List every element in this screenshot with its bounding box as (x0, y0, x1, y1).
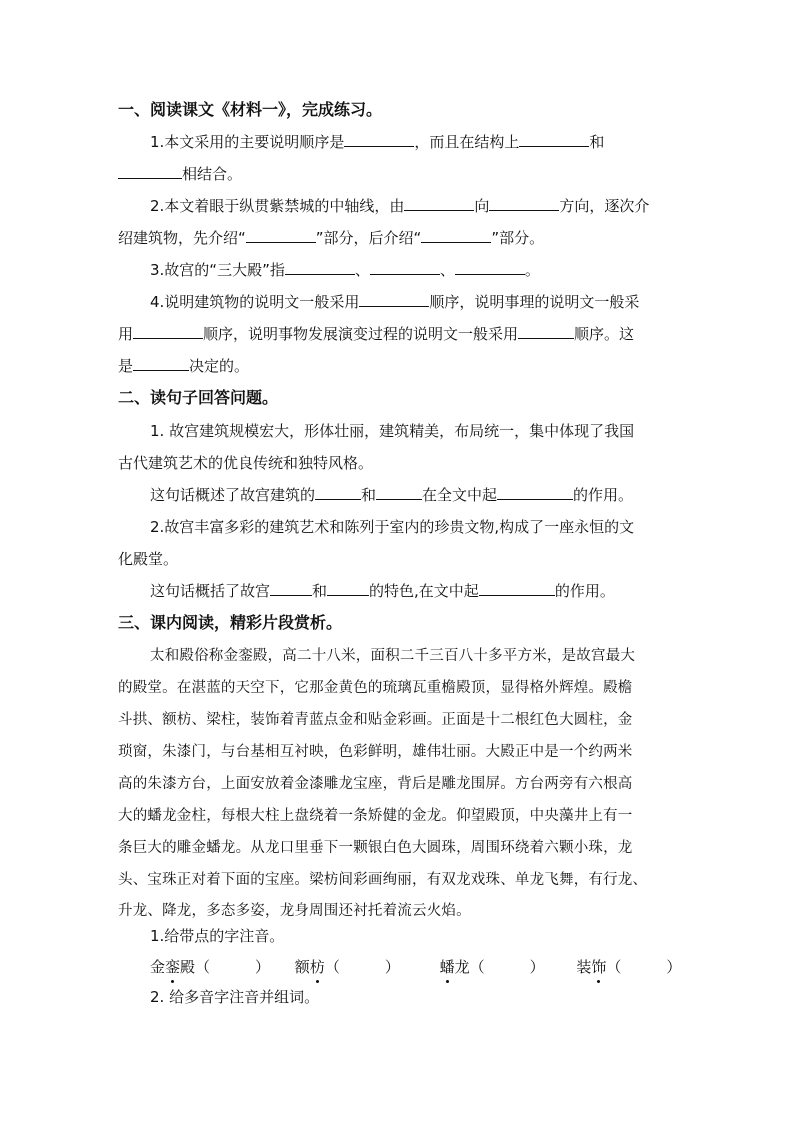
s2-q2-blank-3[interactable] (479, 580, 555, 596)
pinyin-item-1 (150, 956, 290, 978)
dotted-char-4: 饰 (591, 958, 607, 976)
s2-q2-text-a: 这句话概括了故宫 (150, 582, 271, 600)
s1-q2-text-b: 向 (474, 197, 490, 215)
passage-line-6: 大的蟠龙金柱，每根大柱上盘绕着一条矫健的金龙。仰望殿顶，中央藻井上有一 (118, 808, 633, 824)
s1-q4-text-g: 决定的。 (189, 357, 250, 375)
s1-q4-blank-1[interactable] (359, 291, 429, 307)
s1-q1-line1 (150, 131, 688, 153)
s2-q1-blank-1[interactable] (315, 484, 361, 500)
s1-q1-text-a: 1.本文采用的主要说明顺序是 (150, 133, 345, 151)
pinyin-answer-2[interactable]: （ ） (324, 958, 400, 976)
passage-line-7: 条巨大的雕金蟠龙。从龙口里垂下一颗银白色大圆珠，周围环绕着六颗小珠，龙 (118, 840, 633, 856)
passage-line-1: 太和殿俗称金銮殿，高二十八米，面积二千三百八十多平方米，是故宫最大 (150, 648, 636, 664)
s2-q1-text-d: 的作用。 (573, 486, 634, 504)
s1-q4-text-c: 用 (118, 325, 134, 343)
s1-q1-text-d: 相结合。 (182, 165, 243, 183)
pinyin-answer-4[interactable]: （ ） (606, 958, 682, 976)
s1-q1-blank-3[interactable] (118, 163, 182, 179)
s1-q2-line1 (150, 195, 688, 217)
s1-q4-blank-4[interactable] (133, 355, 189, 371)
s1-q1-text-b: ，而且在结构上 (414, 133, 520, 151)
s1-q4-blank-3[interactable] (518, 323, 574, 339)
s2-q2-answer-line (150, 580, 688, 602)
passage-line-9: 升龙、降龙，多态多姿，龙身周围还衬托着流云火焰。 (118, 903, 471, 919)
pinyin-item-4 (576, 956, 681, 978)
s1-q2-line2 (118, 227, 688, 249)
s1-q4-text-b: 顺序，说明事理的说明文一般采 (429, 293, 640, 311)
s1-q4-text-e: 顺序。这 (574, 325, 635, 343)
s2-q2-text-d: 的作用。 (554, 582, 615, 600)
s2-q1-text-b: 和 (361, 486, 377, 504)
s1-q1-blank-1[interactable] (344, 131, 414, 147)
s1-q2-blank-1[interactable] (404, 195, 474, 211)
section-1-title: 一、阅读课文《材料一》，完成练习。 (118, 100, 383, 119)
s2-q1-line2: 古代建筑艺术的优良传统和独特风格。 (118, 454, 374, 472)
s1-q2-blank-3[interactable] (246, 227, 316, 243)
dotted-char-2: 枋 (309, 958, 325, 976)
s1-q2-text-c: 方向，逐次介 (559, 197, 650, 215)
passage-line-3: 斗拱、额枋、梁柱，装饰着青蓝点金和贴金彩画。正面是十二根红色大圆柱，金 (118, 712, 633, 728)
s1-q4-text-f: 是 (118, 357, 134, 375)
s1-q3-text-d: 。 (524, 261, 540, 279)
s1-q4-line2 (118, 323, 688, 345)
pinyin-item-3-post: 龙 (454, 958, 470, 976)
passage-line-8: 头、宝珠正对着下面的宝座。梁枋间彩画绚丽，有双龙戏珠、单龙飞舞，有行龙、 (118, 872, 648, 888)
s1-q3-blank-3[interactable] (455, 259, 525, 275)
s3-q2-label: 2. 给多音字注音并组词。 (150, 988, 320, 1006)
s1-q1-line2 (118, 163, 688, 185)
pinyin-item-2 (295, 956, 435, 978)
dotted-char-1: 銮 (165, 958, 181, 976)
s2-q1-blank-3[interactable] (497, 484, 573, 500)
s2-q1-line1: 1. 故宫建筑规模宏大，形体壮丽，建筑精美，布局统一，集中体现了我国 (150, 422, 635, 440)
s2-q2-text-c: 的特色,在文中起 (369, 582, 479, 600)
s2-q2-blank-1[interactable] (270, 580, 312, 596)
s1-q4-line3 (118, 355, 688, 377)
s2-q2-blank-2[interactable] (327, 580, 369, 596)
s2-q1-text-a: 这句话概述了故宫建筑的 (150, 486, 316, 504)
s1-q3-blank-2[interactable] (370, 259, 440, 275)
s3-q1-pinyin-row (150, 956, 688, 978)
s1-q4-blank-2[interactable] (133, 323, 203, 339)
s2-q2-line2: 化殿堂。 (118, 550, 179, 568)
section-3-title: 三、课内阅读，精彩片段赏析。 (118, 613, 343, 632)
dotted-char-3: 蟠 (439, 958, 455, 976)
pinyin-answer-1[interactable]: （ ） (195, 958, 271, 976)
s1-q2-text-d: 绍建筑物，先介绍“ (118, 229, 246, 247)
passage-line-2: 的殿堂。在湛蓝的天空下，它那金黄色的琉璃瓦重檐殿顶，显得格外辉煌。殿檐 (118, 680, 633, 696)
pinyin-item-4-pre: 装 (576, 958, 592, 976)
s1-q4-line1 (150, 291, 688, 313)
s1-q3-text-b: 、 (354, 261, 370, 279)
s1-q2-blank-4[interactable] (421, 227, 491, 243)
pinyin-item-2-pre: 额 (294, 958, 310, 976)
s1-q2-text-f: ”部分。 (491, 229, 545, 247)
s1-q4-text-a: 4.说明建筑物的说明文一般采用 (150, 293, 360, 311)
s1-q4-text-d: 顺序，说明事物发展演变过程的说明文一般采用 (203, 325, 519, 343)
s2-q1-answer-line (150, 484, 688, 506)
passage-line-4: 琐窗，朱漆门，与台基相互衬映，色彩鲜明，雄伟壮丽。大殿正中是一个约两米 (118, 744, 633, 760)
s1-q3-text-a: 3.故宫的“三大殿”指 (150, 261, 285, 279)
passage-line-5: 高的朱漆方台，上面安放着金漆雕龙宝座，背后是雕龙围屏。方台两旁有六根高 (118, 776, 633, 792)
s2-q1-text-c: 在全文中起 (422, 486, 498, 504)
s1-q2-text-a: 2.本文着眼于纵贯紫禁城的中轴线，由 (150, 197, 405, 215)
s1-q3-line (150, 259, 688, 281)
pinyin-item-1-pre: 金 (150, 958, 166, 976)
s1-q1-blank-2[interactable] (519, 131, 589, 147)
pinyin-item-3 (440, 956, 572, 978)
section-2-title: 二、读句子回答问题。 (118, 388, 279, 407)
s1-q3-text-c: 、 (439, 261, 455, 279)
pinyin-item-1-post: 殿 (180, 958, 196, 976)
s1-q3-blank-1[interactable] (285, 259, 355, 275)
s3-q1-label: 1.给带点的字注音。 (150, 927, 285, 945)
s2-q2-text-b: 和 (312, 582, 328, 600)
s2-q1-blank-2[interactable] (376, 484, 422, 500)
s1-q2-blank-2[interactable] (489, 195, 559, 211)
s2-q2-line1: 2.故宫丰富多彩的建筑艺术和陈列于室内的珍贵文物,构成了一座永恒的文 (150, 518, 635, 536)
pinyin-answer-3[interactable]: （ ） (469, 958, 545, 976)
s1-q2-text-e: ”部分，后介绍“ (315, 229, 422, 247)
s1-q1-text-c: 和 (589, 133, 605, 151)
